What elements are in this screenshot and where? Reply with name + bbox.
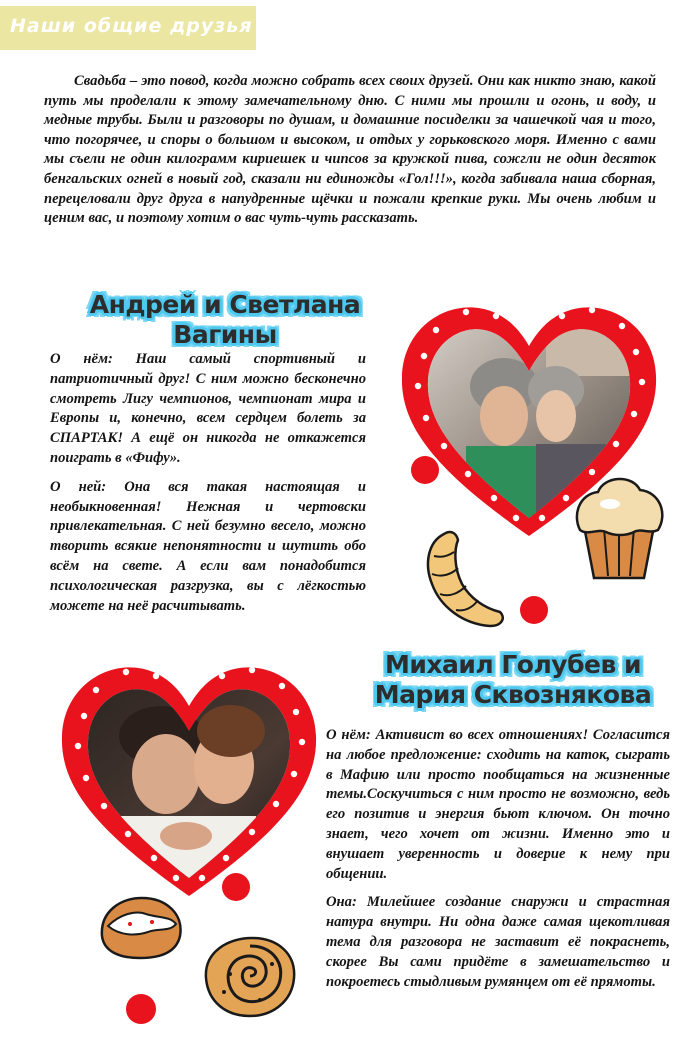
couple-2-name	[358, 650, 668, 710]
couple-1-name-line1: Андрей и Светлана	[89, 290, 361, 319]
bun-icon	[96, 892, 186, 962]
intro-paragraph: Свадьба – это повод, когда можно собрать всех своих друзей. Они как никто знаю, какой путь мы проделали к этому замечательному дню. С ними мы прошли и огонь, и воду, и медные трубы. Были и разговоры по душам, и домашние посиделки за чашечкой чая и того, что погорячее, и споры о большом и высоком, и отдых у горьковского моря. Именно с вами мы съели не один килограмм кириешек и чипсов за кружкой пива, сожгли не один десяток бенгальских огней в новый год, сказали ни единожды «Гол!!!», когда забивала наша сборная, перецеловали друг друга в напудренные щёчки и пожали крепкие руки. Мы очень любим и ценим вас, и поэтому хотим о вас чуть-чуть рассказать.	[44, 73, 656, 227]
couple-1-about-her: О ней: Она вся такая настоящая и необыкновенная! Нежная и чертовски привлекательная. С ней безумно весело, можно творить всякие непонятности и шутить обо всём на свете. А если вам понадобится психологическая разгрузка, вы с лёгкостью можете на неё расчитывать.	[50, 478, 366, 614]
red-dot-icon	[222, 873, 250, 901]
couple-1-about-him: О нём: Наш самый спортивный и патриотичный друг! С ним можно бесконечно смотреть Лигу чемпионов, чемпионат мира и Европы и, конечно, всем сердцем болеть за СПАРТАК! А ещё он никогда не откажется поиграть в «Фифу».	[50, 351, 366, 466]
cupcake-icon	[570, 470, 668, 582]
cinnamon-roll-icon	[200, 934, 300, 1020]
couple-1-name-line2: Вагины	[173, 320, 277, 349]
red-dot-icon	[126, 994, 156, 1024]
red-dot-icon	[520, 596, 548, 624]
couple-1-text	[50, 350, 366, 616]
section-tab	[0, 6, 256, 50]
couple-2-name-line2: Мария Сквознякова	[374, 680, 652, 709]
couple-2-about-him: О нём: Активист во всех отношениях! Согласится на любое предложение: сходить на каток, сыграть в Мафию или просто пообщаться на жизненные темы.Соскучиться с ним просто не возможно, ведь его позитив и энергия бьют ключом. Он точно знает, чего хочет от жизни. Именно это и внушает уверенность и доверие к нему при общении.	[326, 727, 670, 882]
couple-2-text	[326, 726, 670, 992]
croissant-icon	[418, 528, 508, 632]
couple-2-heart-frame	[56, 646, 322, 902]
section-title: Наши общие друзья	[10, 15, 253, 37]
couple-1-name	[70, 290, 380, 350]
couple-2-name-line1: Михаил Голубев и	[384, 650, 642, 679]
red-dot-icon	[411, 456, 439, 484]
couple-2-about-her: Она: Милейшее создание снаружи и страстная натура внутри. Ни одна даже самая щекотливая тема для разговора не заставит её покраснеть, скорее Вы сами придёте в замешательство и покроетесь стыдливым румянцем от её прямоты.	[326, 894, 670, 990]
